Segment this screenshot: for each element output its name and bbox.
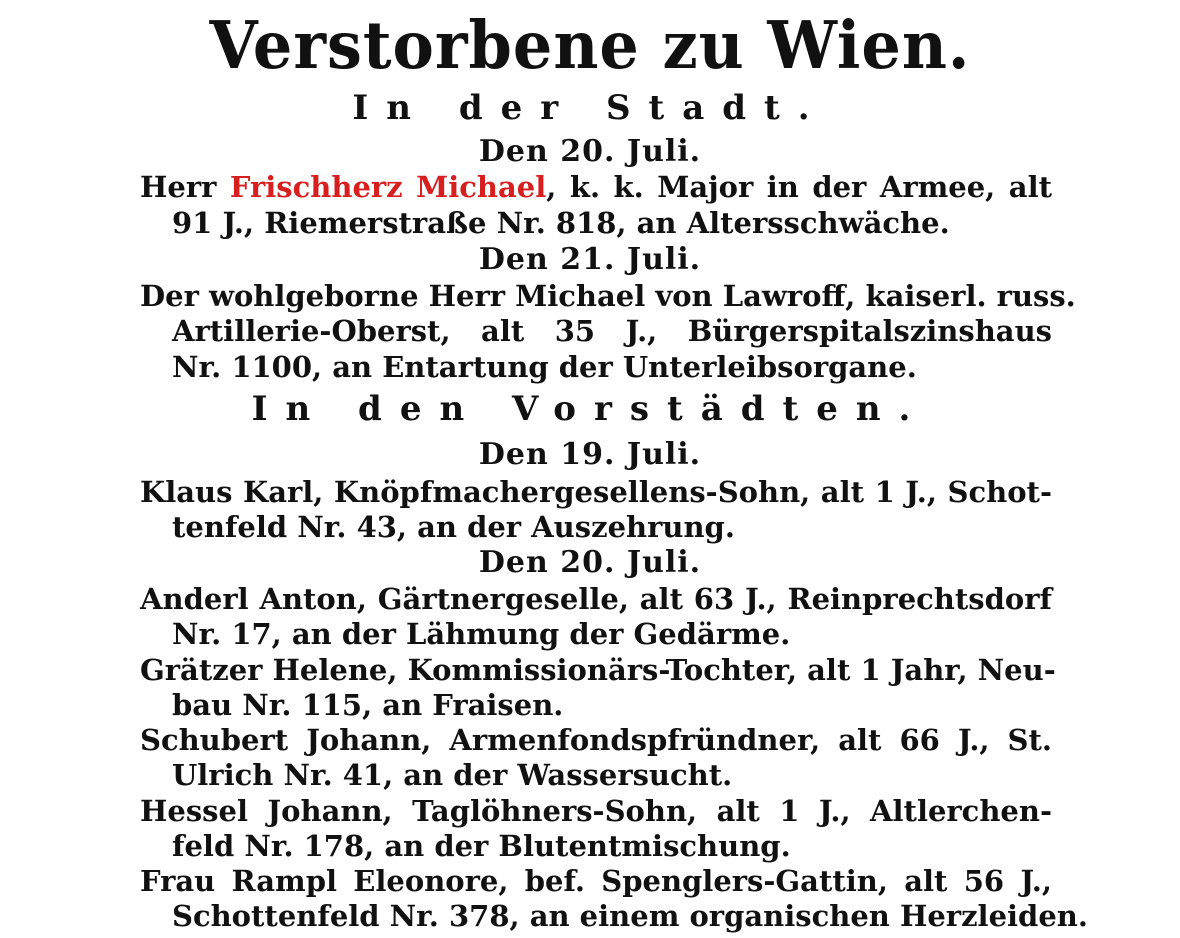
date-heading: Den 19. Juli. [478,437,702,472]
entry-line [140,170,1052,204]
highlighted-name: Frischherz Michael [229,170,547,204]
entry-prefix: Herr [140,170,217,204]
entry-line: Frau Rampl Eleonore, bef. Spenglers-Gattin, alt 56 J., [140,864,1052,898]
entry-line: Klaus Karl, Knöpfmachergesellens-Sohn, alt 1 J., Schot- [140,475,1052,509]
entry-line: Der wohlgeborne Herr Michael von Lawroff, kaiserl. russ. [140,279,1076,313]
date-heading: Den 20. Juli. [478,545,702,580]
date-heading: Den 20. Juli. [478,134,702,169]
entry-line: Artillerie-Oberst, alt 35 J., Bürgerspitalszinshaus [172,314,1052,348]
page-title: Verstorbene zu Wien. [209,7,971,84]
entry-line: Hessel Johann, Taglöhners-Sohn, alt 1 J., Altlerchen- [140,794,1052,828]
date-heading: Den 21. Juli. [478,242,702,277]
entry-line: 91 J., Riemerstraße Nr. 818, an Altersschwäche. [172,206,950,240]
entry-line: Ulrich Nr. 41, an der Wassersucht. [172,758,733,792]
entry-line: Nr. 17, an der Lähmung der Gedärme. [172,617,791,651]
section-heading-vorstaedte: In den Vorstädten. [251,389,929,429]
entry-line: Schottenfeld Nr. 378, an einem organischen Herzleiden. [172,899,1088,933]
entry-line: tenfeld Nr. 43, an der Auszehrung. [172,510,735,544]
entry-line: bau Nr. 115, an Fraisen. [172,688,564,722]
entry-line: Anderl Anton, Gärtnergeselle, alt 63 J., Reinprechtsdorf [140,582,1052,616]
entry-line: feld Nr. 178, an der Blutentmischung. [172,829,791,863]
entry-line: Nr. 1100, an Entartung der Unterleibsorgane. [172,350,917,384]
entry-line: Grätzer Helene, Kommissionärs-Tochter, alt 1 Jahr, Neu- [140,653,1056,687]
entry-text: , k. k. Major in der Armee, alt [546,170,1052,204]
section-heading-stadt: In der Stadt. [352,88,828,128]
entry-line: Schubert Johann, Armenfondspfründner, alt 66 J., St. [140,723,1052,757]
